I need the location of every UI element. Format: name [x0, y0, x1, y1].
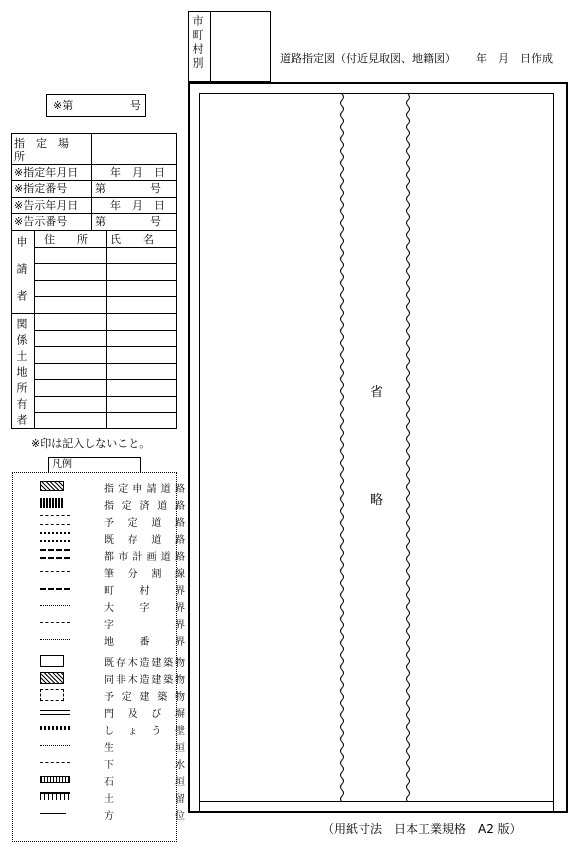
paper-size-note: （用紙寸法 日本工業規格 A2 版）: [322, 822, 522, 836]
value-designation-date: 年 月 日: [110, 166, 165, 179]
label-designated-place: [14, 137, 88, 163]
sewer-icon: [40, 762, 70, 763]
legend-label: 同非木造建築物: [104, 675, 186, 686]
number-prefix: ※第: [53, 99, 74, 112]
legend-label: 既存道路: [104, 535, 186, 546]
legend-label: 方位: [104, 811, 186, 822]
row-line: [34, 330, 177, 331]
row-line: [34, 396, 177, 397]
legend-item: [12, 529, 186, 546]
number-suffix: 号: [130, 99, 141, 112]
map-bottom-strip: [199, 801, 554, 802]
legend-list: [12, 478, 186, 840]
legend-item: [12, 737, 186, 754]
col-address: 住 所: [44, 233, 88, 246]
filled-road-icon: [40, 498, 64, 508]
row-line: [34, 412, 177, 413]
value-designation-number: 第 号: [95, 182, 161, 195]
label-designated-place-text: 指定場所: [14, 137, 80, 163]
row-line: [11, 164, 177, 165]
legend-label: 筆分割線: [104, 569, 186, 580]
legend-label: 都市計画道路: [104, 552, 186, 563]
legend-label: 石垣: [104, 777, 186, 788]
omission-text-1: 省: [370, 385, 384, 400]
legend-item: [12, 512, 186, 529]
value-notice-date: 年 月 日: [110, 199, 165, 212]
legend-label: 大字界: [104, 603, 186, 614]
row-line: [34, 363, 177, 364]
legend-label: 既存木造建築物: [104, 658, 186, 669]
row-line: [11, 213, 177, 214]
break-line-left: [341, 94, 344, 801]
existing-road-icon: [40, 532, 70, 542]
wall-icon: [40, 726, 70, 730]
document-title: 道路指定図（付近見取図、地籍図）: [280, 52, 456, 65]
legend-item: [12, 669, 186, 686]
legend-label: 字界: [104, 620, 186, 631]
municipality-divider: [210, 11, 211, 82]
legend-title: 凡例: [52, 459, 72, 470]
legend-label: しょう壁: [104, 726, 186, 737]
legend-item: [12, 754, 186, 771]
legend-label: 町村界: [104, 586, 186, 597]
city-plan-road-icon: [40, 549, 70, 559]
legend-item: [12, 720, 186, 737]
planned-building-icon: [40, 689, 64, 701]
row-line: [34, 280, 177, 281]
legend-item: [12, 788, 186, 805]
legend-label: 門及び塀: [104, 709, 186, 720]
legend-label: 指定済道路: [104, 501, 186, 512]
legend-label: 土留: [104, 794, 186, 805]
lot-division-line-icon: [40, 571, 70, 572]
owners-label: 関係土地所有者: [15, 318, 28, 430]
legend-label: 生垣: [104, 743, 186, 754]
label-notice-date: ※告示年月日: [14, 199, 79, 212]
note-text: ※印は記入しないこと。: [31, 437, 151, 450]
label-notice-number: ※告示番号: [14, 215, 68, 228]
hedge-icon: [40, 745, 70, 746]
row-line: [11, 197, 177, 198]
legend-item: [12, 597, 186, 614]
municipality-label: 市町村別: [191, 15, 204, 71]
info-table-divider: [91, 133, 92, 230]
legend-item: [12, 495, 186, 512]
break-line-right: [407, 94, 410, 801]
legend-label: 予定道路: [104, 518, 186, 529]
hatched-road-icon: [40, 481, 64, 491]
legend-item: [12, 563, 186, 580]
label-designation-number: ※指定番号: [14, 182, 68, 195]
legend-item: [12, 771, 186, 788]
legend-item: [12, 580, 186, 597]
date-created: 年 月 日作成: [476, 52, 553, 65]
legend-item: [12, 478, 186, 495]
wooden-building-icon: [40, 655, 64, 667]
value-notice-number: 第 号: [95, 215, 161, 228]
lot-number-boundary-icon: [40, 639, 70, 640]
planned-road-icon: [40, 515, 70, 525]
omission-text-2: 略: [370, 493, 384, 508]
legend-item: [12, 703, 186, 720]
legend-item: [12, 686, 186, 703]
row-line: [11, 180, 177, 181]
col-name: 氏 名: [110, 233, 154, 246]
legend-item: [12, 546, 186, 563]
label-designation-date: ※指定年月日: [14, 166, 79, 179]
stone-wall-icon: [40, 776, 70, 783]
row-line: [34, 346, 177, 347]
oaza-boundary-icon: [40, 605, 70, 606]
legend-item: [12, 614, 186, 631]
omission-break-lines: [330, 94, 420, 801]
gate-fence-icon: [40, 710, 70, 715]
header-line: [34, 247, 177, 248]
applicant-label: 申請者: [15, 236, 28, 317]
compass-north-icon: [40, 813, 66, 814]
row-line: [34, 296, 177, 297]
town-boundary-icon: [40, 588, 70, 590]
legend-label: 下水: [104, 760, 186, 771]
non-wooden-building-icon: [40, 672, 64, 684]
legend-item: [12, 805, 186, 822]
legend-label: 指定申請道路: [104, 484, 186, 495]
legend-label: 予定建築物: [104, 692, 186, 703]
aza-boundary-icon: [40, 622, 70, 623]
legend-label: 地番界: [104, 637, 186, 648]
retaining-wall-icon: [40, 792, 70, 800]
legend-item: [12, 652, 186, 669]
row-line: [34, 379, 177, 380]
section-line: [11, 313, 177, 314]
legend-item: [12, 631, 186, 648]
row-line: [34, 263, 177, 264]
row-line: [11, 230, 177, 231]
